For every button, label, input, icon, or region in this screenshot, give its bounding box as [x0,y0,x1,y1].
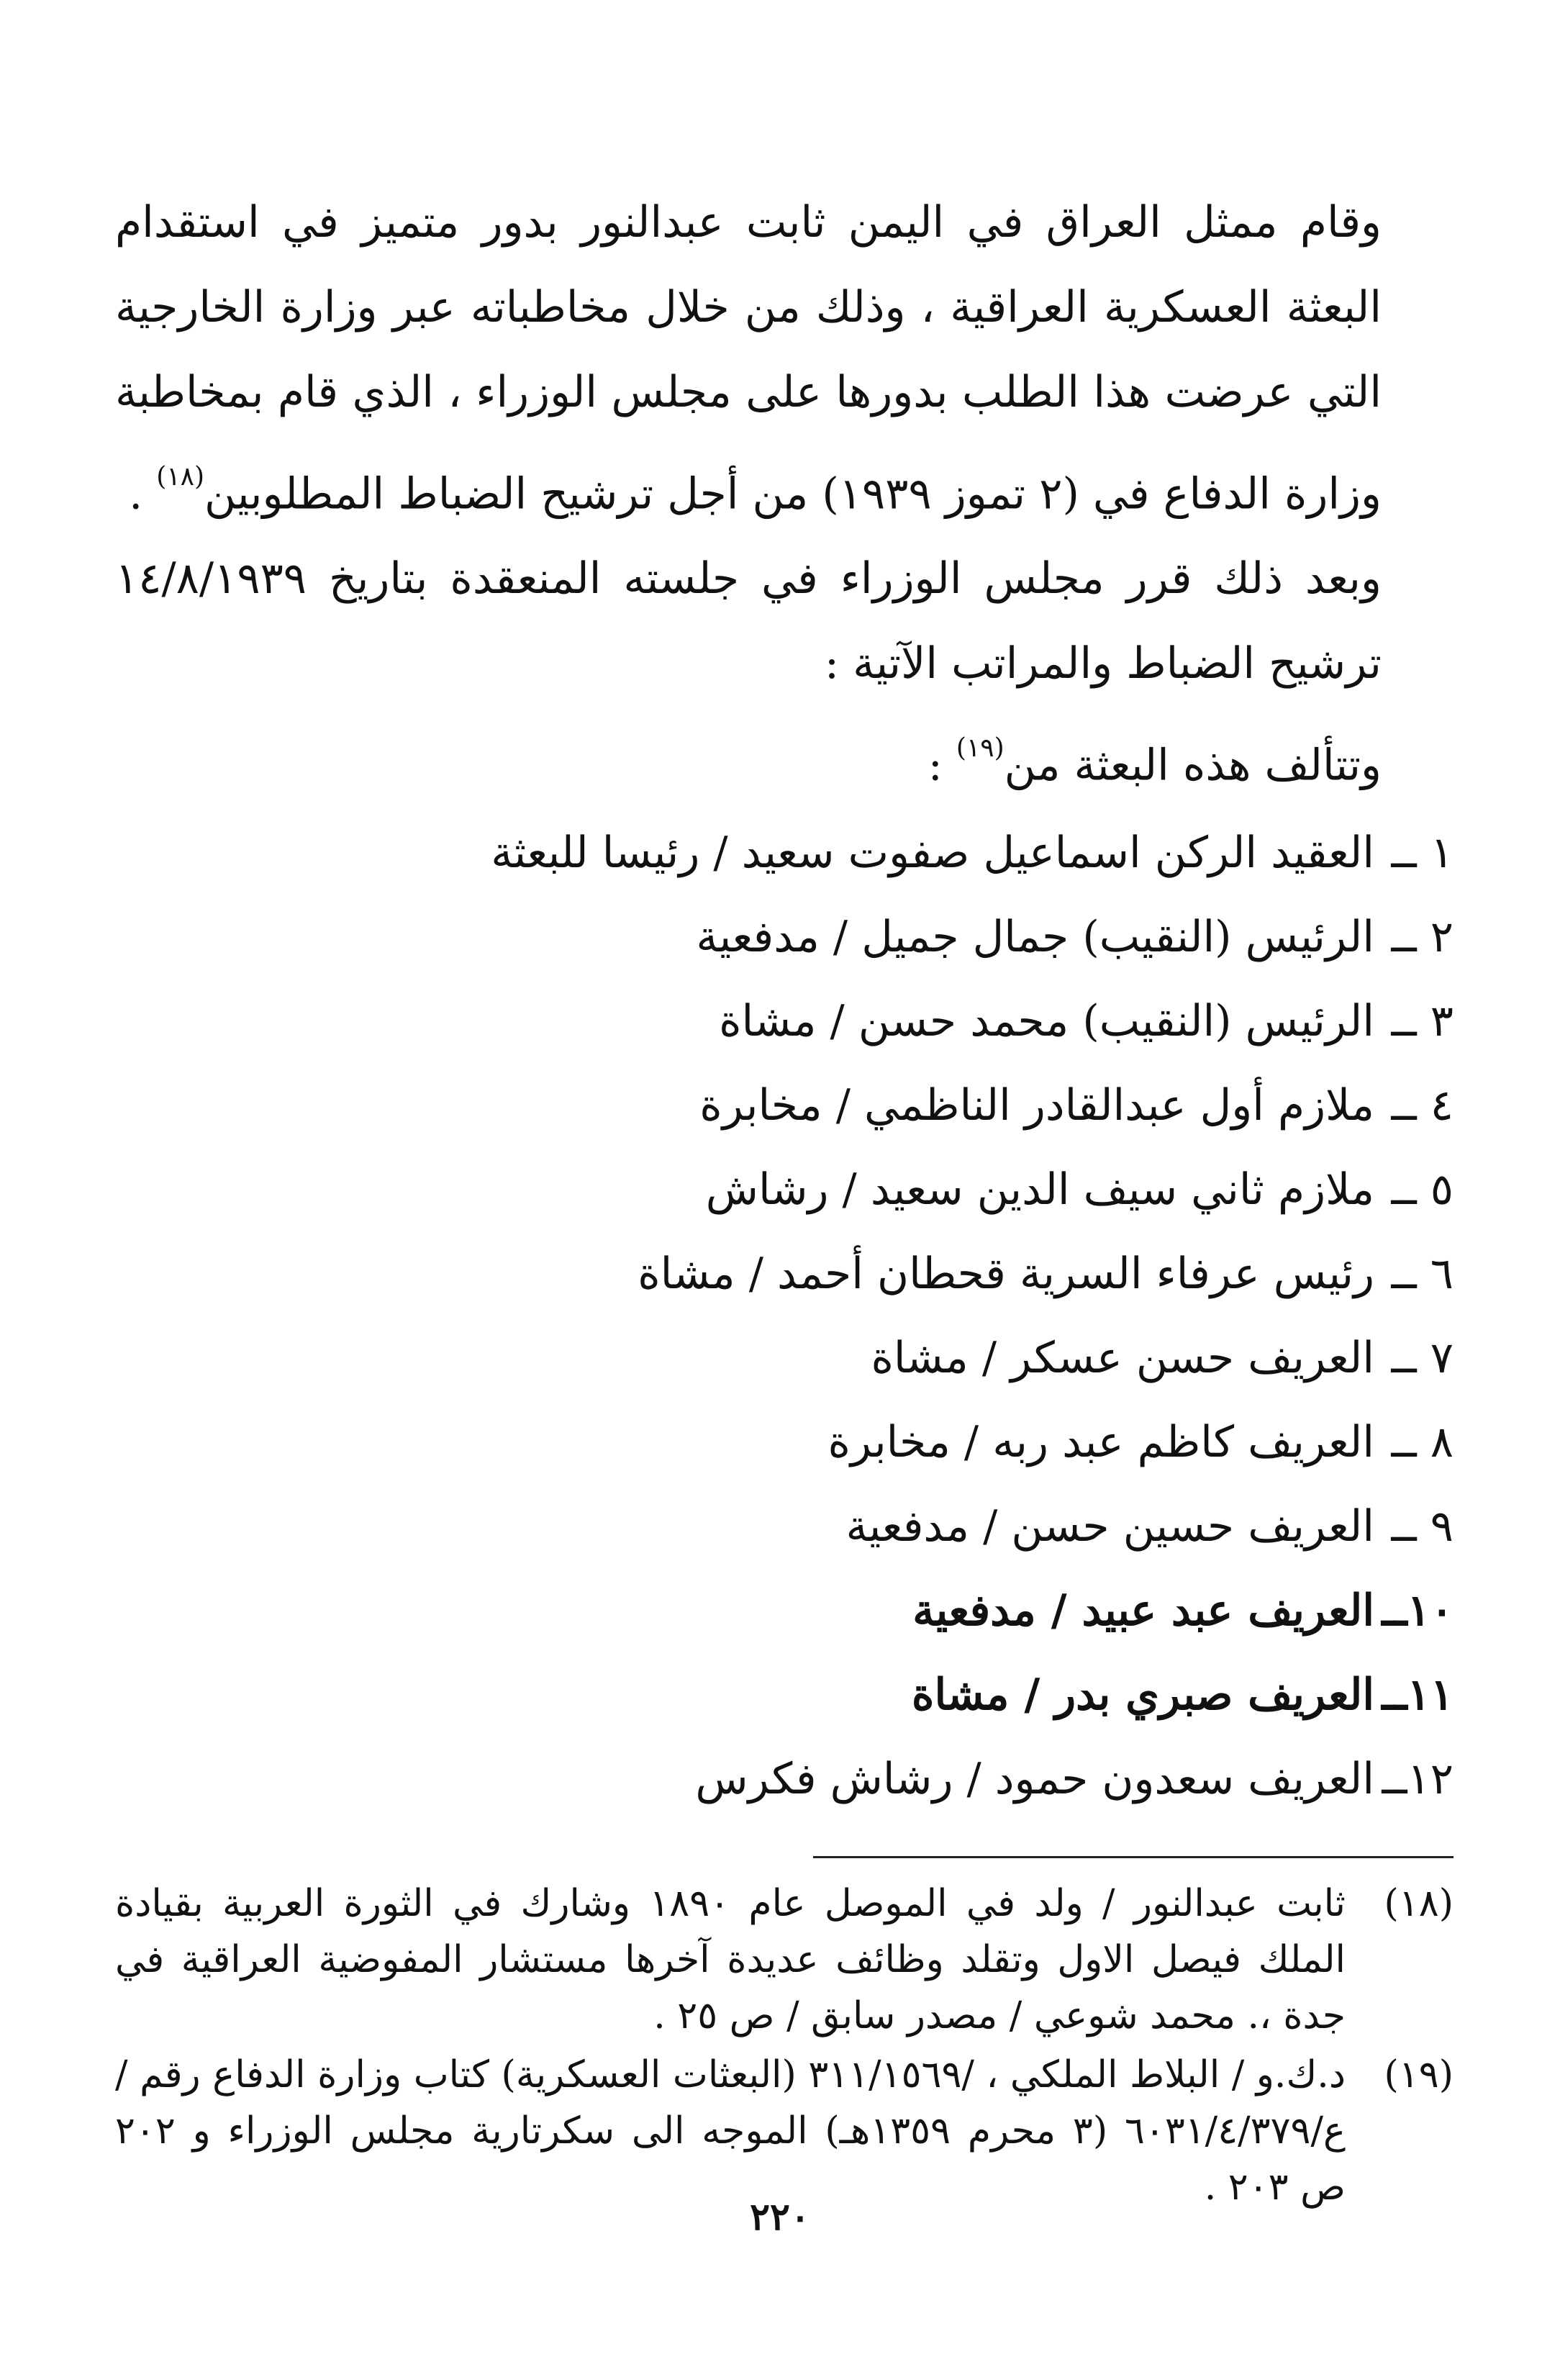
footnote-ref-18[interactable]: (١٨) [156,462,205,492]
page-number: ٢٢٠ [750,2195,810,2239]
item-text: العريف حسن عسكر / مشاة [871,1332,1374,1383]
item-text: العريف حسين حسن / مدفعية [845,1501,1374,1552]
item-number: ٢ ــ [1391,911,1454,962]
list-item [115,979,1454,1064]
item-number: ١٠ــ [1382,1585,1454,1636]
item-number: ٤ ــ [1391,1080,1454,1131]
item-text: ملازم ثاني سيف الدين سعيد / رشاش [705,1164,1374,1215]
list-item [115,811,1454,895]
item-number: ٨ ــ [1391,1416,1454,1467]
paragraph-2-text: وبعد ذلك قرر مجلس الوزراء في جلسته المنعقدة بتاريخ ١٤/٨/١٩٣٩ ترشيح الضباط والمراتب الآتية : [115,553,1382,689]
item-number: ٦ ــ [1391,1248,1454,1299]
footnote-mark: (١٩) [1384,2053,1454,2096]
item-text: العريف عبد عبيد / مدفعية [912,1585,1374,1636]
item-number: ١٢ــ [1382,1753,1454,1804]
list-item [115,1737,1454,1822]
footnote-text: د.ك.و / البلاط الملكي ، /٣١١/١٥٦٩ (البعثات العسكرية) كتاب وزارة الدفاع رقم /ع/٦٠٣١/٤/٣٧٩ (٣ محرم ١٣٥٩هـ) الموجه الى سكرتارية مجلس الوزراء و ٢٠٢ ص ٢٠٣ . [115,2053,1346,2209]
list-item [115,1569,1454,1653]
paragraph-1-text: وقام ممثل العراق في اليمن ثابت عبدالنور بدور متميز في استقدام البعثة العسكرية العراقية ، وذلك من خلال مخاطباته عبر وزارة الخارجية التي عرضت هذا الطلب بدورها على مجلس الوزراء ، الذي قام بمخاطبة وزارة الدفاع في (٢ تموز ١٩٣٩) من أجل ترشيح الضباط المطلوبين [115,197,1382,520]
list-item [115,1148,1454,1232]
item-number: ٥ ــ [1391,1164,1454,1215]
paragraph-3-end: : [928,740,956,791]
footnote-18 [115,1876,1454,2044]
item-text: الرئيس (النقيب) جمال جميل / مدفعية [696,911,1374,962]
item-text: العريف سعدون حمود / رشاش فكرس [695,1753,1374,1804]
item-number: ١١ــ [1382,1669,1454,1720]
member-list [115,811,1454,1822]
footnote-ref-19[interactable]: (١٩) [956,733,1005,764]
item-number: ٧ ــ [1391,1332,1454,1383]
item-text: العقيد الركن اسماعيل صفوت سعيد / رئيسا للبعثة [491,827,1374,878]
footnote-mark: (١٨) [1384,1881,1454,1925]
list-item [115,1316,1454,1401]
item-number: ١ ــ [1391,827,1454,878]
footnote-divider [813,1856,1454,1858]
paragraph-1-end: . [129,469,157,520]
item-text: الرئيس (النقيب) محمد حسن / مشاة [719,995,1374,1046]
list-item [115,1232,1454,1316]
item-number: ٩ ــ [1391,1501,1454,1552]
item-number: ٣ ــ [1391,995,1454,1046]
paragraph-3 [115,706,1454,807]
list-item [115,1401,1454,1485]
paragraph-1 [115,180,1454,536]
item-text: ملازم أول عبدالقادر الناظمي / مخابرة [699,1080,1374,1131]
paragraph-2 [115,536,1454,706]
list-item [115,1653,1454,1737]
footnotes [115,1876,1454,2215]
list-item [115,1064,1454,1148]
list-item [115,895,1454,979]
footnote-text: ثابت عبدالنور / ولد في الموصل عام ١٨٩٠ وشارك في الثورة العربية بقيادة الملك فيصل الاول وتقلد وظائف عديدة آخرها مستشار المفوضية العراقية في جدة ،. محمد شوعي / مصدر سابق / ص ٢٥ . [115,1881,1346,2037]
item-text: رئيس عرفاء السرية قحطان أحمد / مشاة [638,1248,1374,1299]
list-item [115,1485,1454,1569]
item-text: العريف كاظم عبد ربه / مخابرة [827,1416,1374,1467]
footnote-19 [115,2047,1454,2215]
paragraph-3-text: وتتألف هذه البعثة من [1004,740,1382,791]
page-content [115,180,1454,2339]
item-text: العريف صبري بدر / مشاة [912,1669,1374,1720]
